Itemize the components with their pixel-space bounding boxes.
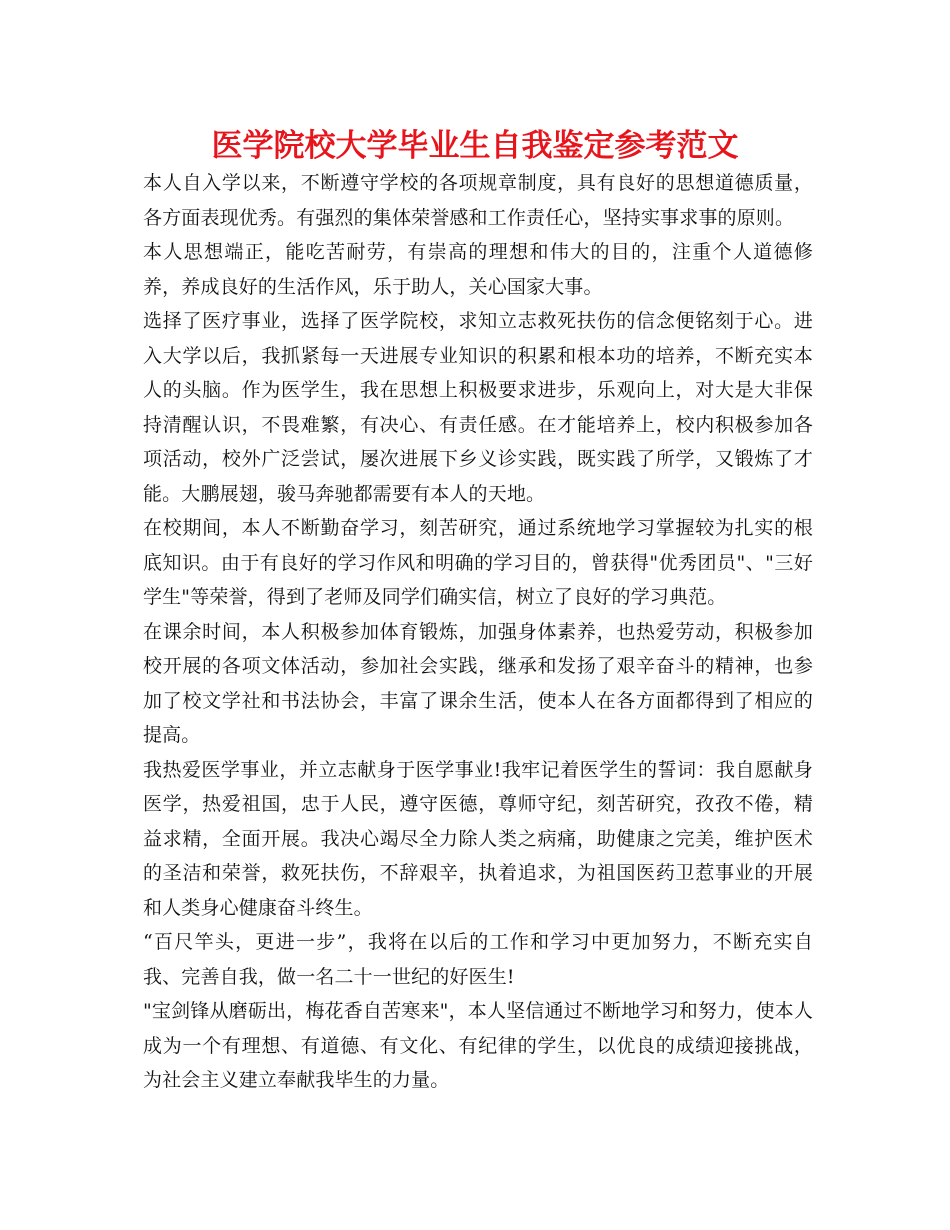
paragraph-6: 我热爱医学事业，并立志献身于医学事业!我牢记着医学生的誓词：我自愿献身医学，热爱祖国，忠于人民，遵守医德，尊师守纪，刻苦研究，孜孜不倦，精益求精，全面开展。我决心竭尽全力除人类之病痛，助健康之完美，维护医术的圣洁和荣誉，救死扶伤，不辞艰辛，执着追求，为祖国医药卫惹事业的开展和人类身心健康奋斗终生。 — [143, 758, 813, 919]
document-title: 医学院校大学毕业生自我鉴定参考范文 — [211, 128, 739, 164]
paragraph-7: “百尺竿头，更进一步”，我将在以后的工作和学习中更加努力，不断充实自我、完善自我，做一名二十一世纪的好医生! — [143, 931, 813, 988]
paragraph-2: 本人思想端正，能吃苦耐劳，有崇高的理想和伟大的目的，注重个人道德修养，养成良好的生活作风，乐于助人，关心国家大事。 — [143, 241, 813, 298]
paragraph-8: "宝剑锋从磨砺出，梅花香自苦寒来"，本人坚信通过不断地学习和努力，使本人成为一个有理想、有道德、有文化、有纪律的学生，以优良的成绩迎接挑战，为社会主义建立奉献我毕生的力量。 — [143, 1000, 813, 1091]
document-body — [143, 166, 813, 1098]
paragraph-4: 在校期间，本人不断勤奋学习，刻苦研究，通过系统地学习掌握较为扎实的根底知识。由于有良好的学习作风和明确的学习目的，曾获得"优秀团员"、"三好学生"等荣誉，得到了老师及同学们确实信，树立了良好的学习典范。 — [143, 517, 813, 608]
paragraph-5: 在课余时间，本人积极参加体育锻炼，加强身体素养，也热爱劳动，积极参加校开展的各项文体活动，参加社会实践，继承和发扬了艰辛奋斗的精神，也参加了校文学社和书法协会，丰富了课余生活，使本人在各方面都得到了相应的提高。 — [143, 620, 813, 746]
paragraph-3: 选择了医疗事业，选择了医学院校，求知立志救死扶伤的信念便铭刻于心。进入大学以后，我抓紧每一天进展专业知识的积累和根本功的培养，不断充实本人的头脑。作为医学生，我在思想上积极要求进步，乐观向上，对大是大非保持清醒认识，不畏难繁，有决心、有责任感。在才能培养上，校内积极参加各项活动，校外广泛尝试，屡次进展下乡义诊实践，既实践了所学，又锻炼了才能。大鹏展翅，骏马奔驰都需要有本人的天地。 — [143, 310, 813, 505]
paragraph-1: 本人自入学以来，不断遵守学校的各项规章制度，具有良好的思想道德质量，各方面表现优秀。有强烈的集体荣誉感和工作责任心，坚持实事求事的原则。 — [143, 172, 813, 229]
